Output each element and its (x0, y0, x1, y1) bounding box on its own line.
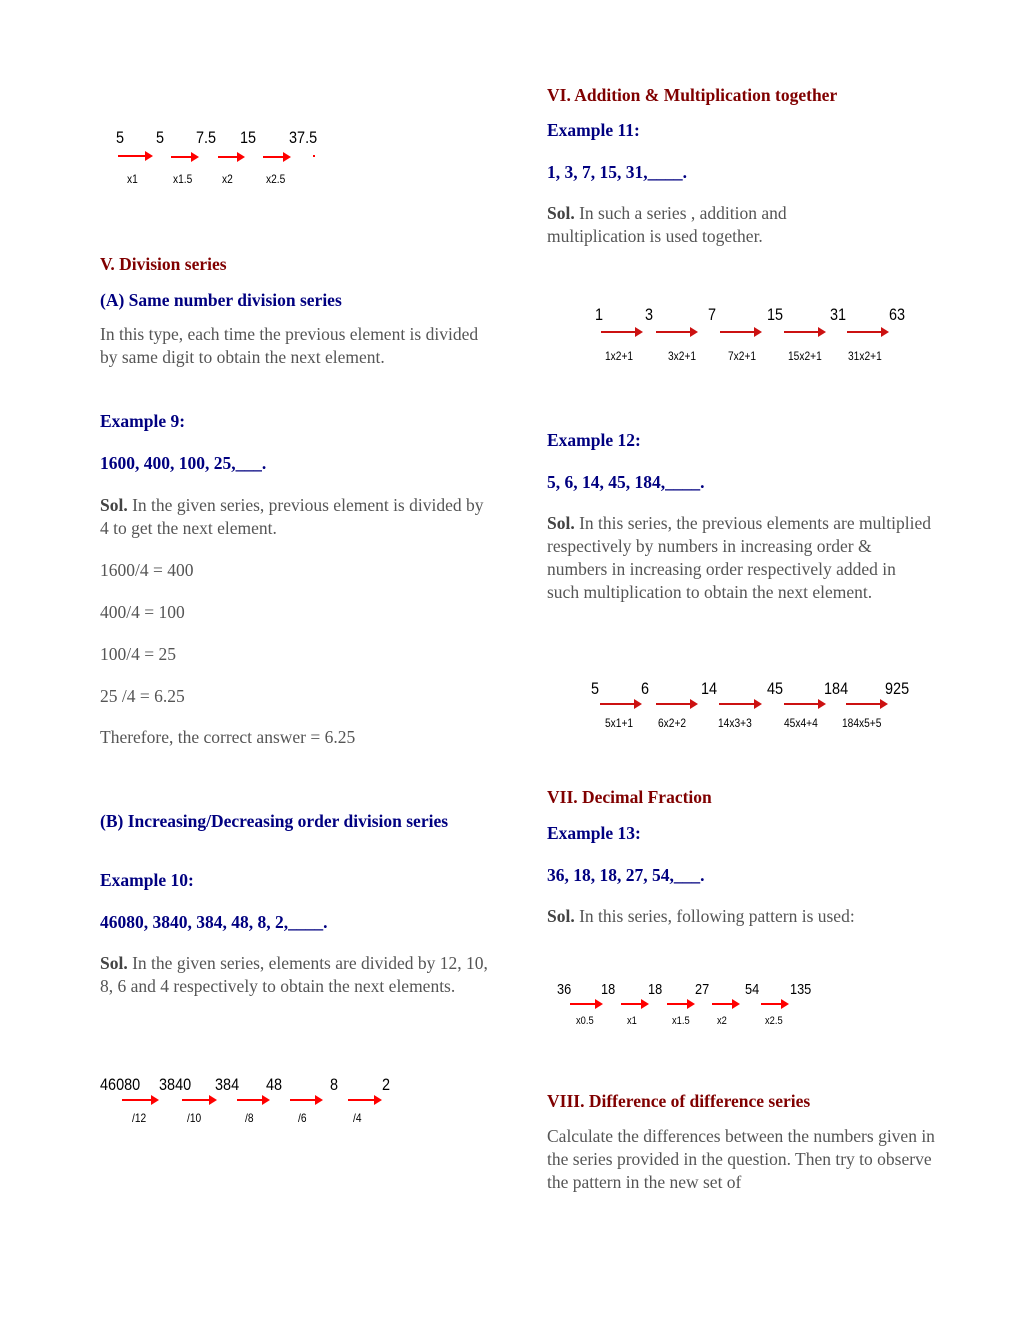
example-11-solution (547, 202, 847, 248)
diagram-operation: 1x2+1 (605, 349, 634, 363)
example-11-label: Example 11: (547, 120, 640, 140)
diagram-number: 36 (557, 981, 572, 998)
diagram-number: 18 (648, 981, 663, 998)
example-13-label: Example 13: (547, 823, 641, 843)
diagram-number: 54 (745, 981, 760, 998)
arrow-icon (182, 1099, 210, 1101)
sol-text: In the given series, previous element is divided by 4 to get the next element. (100, 495, 484, 538)
diagram-operation: /6 (298, 1111, 307, 1125)
diagram-number: 27 (695, 981, 710, 998)
conclusion-line: Therefore, the correct answer = 6.25 (100, 727, 356, 747)
arrow-icon (784, 703, 819, 705)
arrow-icon (761, 1003, 782, 1005)
diagram-number: 6 (641, 679, 650, 698)
diagram-number: 925 (885, 679, 910, 698)
arrow-icon (601, 331, 636, 333)
diagram-number: 135 (790, 981, 812, 998)
diagram-operation: 6x2+2 (658, 716, 687, 730)
diagram-number: 5 (591, 679, 600, 698)
example-12-series: 5, 6, 14, 45, 184,____. (547, 472, 705, 492)
diagram-number: 184 (824, 679, 849, 698)
diagram-operation: x2.5 (266, 172, 286, 186)
diagram-number: 46080 (100, 1075, 141, 1094)
calc-line: 1600/4 = 400 (100, 560, 194, 580)
sol-text: In this series, following pattern is used: (574, 906, 855, 926)
diagram-number: 7.5 (196, 128, 217, 147)
diagram-operation: 5x1+1 (605, 716, 634, 730)
example-10-series: 46080, 3840, 384, 48, 8, 2,____. (100, 912, 328, 932)
diagram-operation: 15x2+1 (788, 349, 822, 363)
diagram-number: 5 (156, 128, 165, 147)
diagram-operation: x1.5 (672, 1015, 690, 1027)
diagram-number: 3 (645, 305, 654, 324)
diagram-number: 384 (215, 1075, 240, 1094)
arrow-icon (720, 331, 755, 333)
diagram-operation: /8 (245, 1111, 254, 1125)
arrow-icon (570, 1003, 596, 1005)
example-12-solution (547, 512, 932, 604)
arrow-icon (846, 703, 881, 705)
diagram-number: 18 (601, 981, 616, 998)
diagram-operation: x0.5 (576, 1015, 594, 1027)
diagram-number: 15 (240, 128, 257, 147)
arrow-icon (290, 1099, 316, 1101)
arrow-icon (712, 1003, 733, 1005)
arrow-icon (667, 1003, 688, 1005)
calc-line: 400/4 = 100 (100, 602, 185, 622)
diagram-number: 48 (266, 1075, 283, 1094)
section-heading-decimal-fraction: VII. Decimal Fraction (547, 787, 712, 807)
arrow-icon (171, 156, 192, 158)
section-heading-difference-of-difference: VIII. Difference of difference series (547, 1091, 811, 1111)
section-heading-division-series: V. Division series (100, 254, 227, 274)
diagram-operation: 7x2+1 (728, 349, 757, 363)
arrow-icon (348, 1099, 375, 1101)
sol-label: Sol. (100, 495, 128, 515)
section-heading-addition-multiplication: VI. Addition & Multiplication together (547, 85, 838, 105)
sol-label: Sol. (547, 906, 575, 926)
arrow-icon (237, 1099, 263, 1101)
diagram-operation: 14x3+3 (718, 716, 752, 730)
arrow-icon (263, 156, 284, 158)
diagram-operation: 3x2+1 (668, 349, 697, 363)
diagram-operation: x2 (717, 1015, 727, 1027)
sol-text: In this series, the previous elements are multiplied respectively by numbers in increasing order & numbers in increasing order respectively added in such multiplication to obtain the next element. (547, 513, 931, 602)
sol-text: In such a series , addition and multiplication is used together. (547, 203, 787, 246)
diagram-number: 15 (767, 305, 784, 324)
calc-line: 25 /4 = 6.25 (100, 686, 185, 706)
example-9-label: Example 9: (100, 411, 186, 431)
arrow-icon (784, 331, 819, 333)
example-9-series: 1600, 400, 100, 25,___. (100, 453, 267, 473)
diagram-operation: 31x2+1 (848, 349, 882, 363)
diagram-number: 5 (116, 128, 125, 147)
diagram-operation: 184x5+5 (842, 716, 882, 730)
example-12-label: Example 12: (547, 430, 641, 450)
example-11-series: 1, 3, 7, 15, 31,____. (547, 162, 687, 182)
diagram-operation: /10 (187, 1111, 202, 1125)
sol-label: Sol. (100, 953, 128, 973)
diagram-number: 45 (767, 679, 784, 698)
arrow-icon (218, 156, 238, 158)
diagram-operation: 45x4+4 (784, 716, 818, 730)
example-10-label: Example 10: (100, 870, 194, 890)
diagram-number: 1 (595, 305, 604, 324)
arrow-icon (719, 703, 755, 705)
arrow-icon (656, 331, 691, 333)
diagram-number: 31 (830, 305, 847, 324)
sol-label: Sol. (547, 203, 575, 223)
diagram-number: 37.5 (289, 128, 318, 147)
diagram-operation: /4 (353, 1111, 362, 1125)
diagram-number: 63 (889, 305, 906, 324)
example-13-solution (547, 905, 932, 928)
diagram-operation: /12 (132, 1111, 147, 1125)
diagram-operation: x1.5 (173, 172, 193, 186)
example-9-solution (100, 494, 485, 540)
sol-label: Sol. (547, 513, 575, 533)
difference-series-description: Calculate the differences between the numbers given in the series provided in the question. Then try to observe the pattern in the new set of (547, 1126, 935, 1192)
diagram-operation: x2.5 (765, 1015, 783, 1027)
division-description: In this type, each time the previous element is divided by same digit to obtain the next element. (100, 324, 479, 367)
diagram-number: 14 (701, 679, 718, 698)
example-13-series: 36, 18, 18, 27, 54,___. (547, 865, 705, 885)
diagram-number: 8 (330, 1075, 339, 1094)
arrow-icon (621, 1003, 642, 1005)
diagram-operation: x1 (127, 172, 138, 186)
diagram-number: 7 (708, 305, 717, 324)
arrow-icon (847, 331, 882, 333)
arrow-icon (656, 703, 691, 705)
diagram-operation: x1 (627, 1015, 637, 1027)
subheading-increasing-decreasing-division: (B) Increasing/Decreasing order division series (100, 811, 449, 831)
sol-text: In the given series, elements are divided by 12, 10, 8, 6 and 4 respectively to obtain the next elements. (100, 953, 488, 996)
arrow-icon (118, 155, 146, 157)
example-10-solution (100, 952, 495, 998)
dot-mark (313, 155, 315, 157)
subheading-same-number-division: (A) Same number division series (100, 290, 342, 310)
diagram-operation: x2 (222, 172, 233, 186)
arrow-icon (600, 703, 635, 705)
diagram-number: 3840 (159, 1075, 192, 1094)
diagram-number: 2 (382, 1075, 391, 1094)
arrow-icon (122, 1099, 152, 1101)
calc-line: 100/4 = 25 (100, 644, 176, 664)
